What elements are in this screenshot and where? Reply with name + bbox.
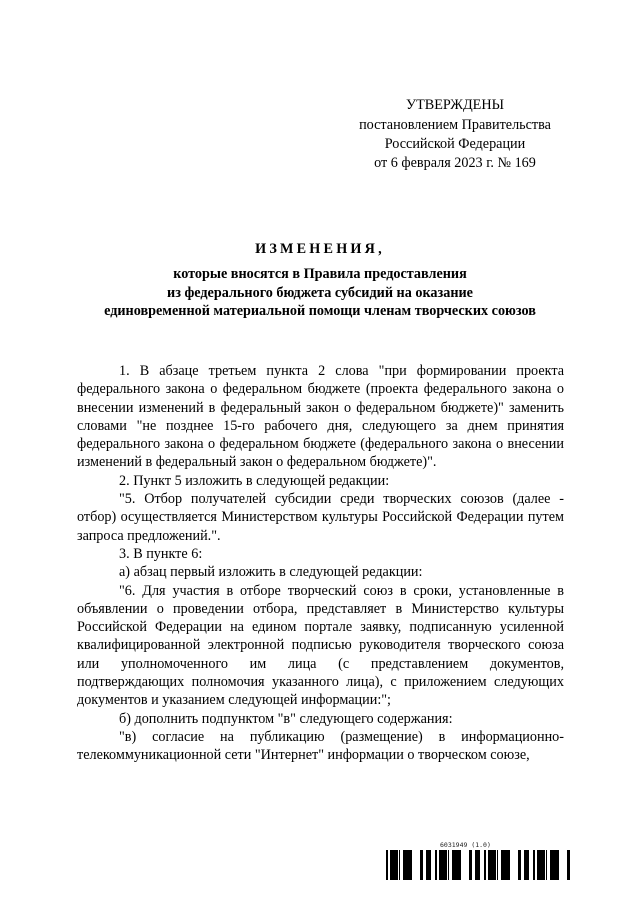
approval-date-line: от 6 февраля 2023 г. № 169: [374, 155, 536, 171]
document-title: ИЗМЕНЕНИЯ,: [255, 241, 385, 257]
subtitle-line: из федерального бюджета субсидий на оказание: [167, 284, 473, 301]
paragraph: б) дополнить подпунктом "в" следующего содержания:: [119, 710, 453, 727]
paragraph: 3. В пункте 6:: [119, 545, 203, 562]
paragraph: 1. В абзаце третьем пункта 2 слова "при формировании проекта федерального закона о федеральном бюджете (проекта федерального закона о внесении изменений в федеральный закон о федеральном бюджете)" заменить словами "не позднее 15-го рабочего дня, следующего за днем принятия федерального закона о федеральном бюджете (федерального закона о внесении изменений в федеральный закон о федеральном бюджете)".: [77, 363, 564, 471]
document-body: [77, 362, 564, 765]
approval-line: Российской Федерации: [384, 136, 526, 152]
document-subtitle: [0, 265, 640, 321]
barcode-label: 6031949 (1.0): [440, 841, 491, 849]
paragraph: "6. Для участия в отборе творческий союз в сроки, установленные в объявлении о проведении отбора, представляет в Министерство культуры Российской Федерации на едином портале заявку, подписанную усиленной квалифицированной электронной подписью руководителя творческого союза или уполномоченного им лица (с представлением документов, подтверждающих полномочия указанного лица), с приложением следующих документов и указанием следующей информации:";: [77, 582, 564, 709]
paragraph: "в) согласие на публикацию (размещение) в информационно-телекоммуникационной сети "Интернет" информации о творческом союзе,: [77, 728, 564, 764]
approval-line: постановлением Правительства: [359, 117, 551, 133]
subtitle-line: единовременной материальной помощи членам творческих союзов: [104, 303, 536, 319]
approval-block: [340, 96, 570, 173]
barcode-image: [384, 850, 570, 880]
subtitle-line: которые вносятся в Правила предоставления: [173, 266, 467, 282]
paragraph: "5. Отбор получателей субсидии среди творческих союзов (далее - отбор) осуществляется Министерством культуры Российской Федерации путем запроса предложений.".: [77, 491, 564, 544]
approval-heading: УТВЕРЖДЕНЫ: [406, 97, 504, 113]
paragraph: 2. Пункт 5 изложить в следующей редакции:: [119, 472, 390, 489]
paragraph: а) абзац первый изложить в следующей редакции:: [119, 564, 423, 581]
